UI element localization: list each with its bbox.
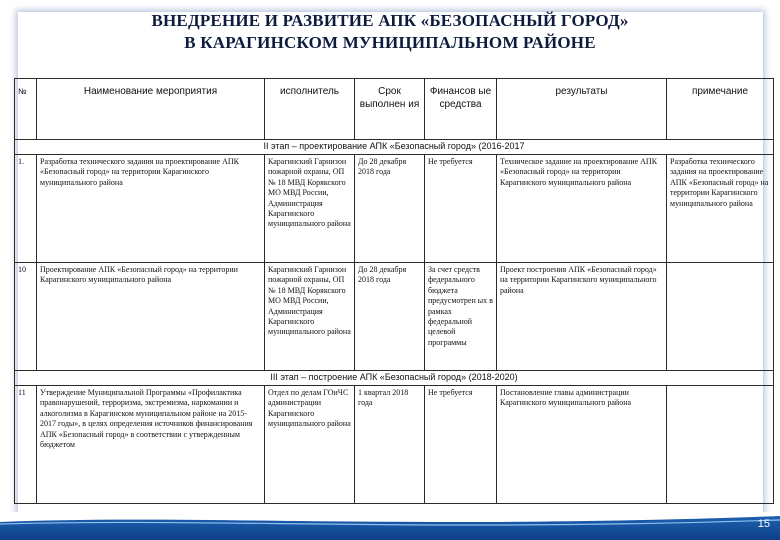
row-deadline: 1 квартал 2018 года (355, 386, 425, 504)
table-row (15, 155, 774, 263)
header-num: № (15, 79, 37, 140)
table-header-row (15, 79, 774, 140)
header-funds: Финансов ые средства (425, 79, 497, 140)
title-line-2: В КАРАГИНСКОМ МУНИЦИПАЛЬНОМ РАЙОНЕ (184, 33, 596, 52)
row-executor: Отдел по делам ГОиЧС администрации Карагинского муниципального района (265, 386, 355, 504)
stage-row (15, 140, 774, 155)
header-executor: исполнитель (265, 79, 355, 140)
row-note (667, 386, 774, 504)
row-num: 11 (15, 386, 37, 504)
row-executor: Карагинский Гарнизон пожарной охраны, ОП № 18 МВД Корякского МО МВД России, Администрация Карагинского муниципального района (265, 155, 355, 263)
row-num: 1. (15, 155, 37, 263)
header-deadline: Срок выполнен ия (355, 79, 425, 140)
row-funds: Не требуется (425, 155, 497, 263)
footer-band (0, 512, 780, 540)
row-deadline: До 28 декабря 2018 года (355, 263, 425, 371)
row-note (667, 263, 774, 371)
row-name: Проектирование АПК «Безопасный город» на территории Карагинского муниципального района (37, 263, 265, 371)
row-executor: Карагинский Гарнизон пожарной охраны, ОП № 18 МВД Корякского МО МВД России, Администрация Карагинского муниципального района (265, 263, 355, 371)
page-number: 15 (757, 518, 770, 530)
row-results: Проект построения АПК «Безопасный город» на территории Карагинского муниципального района (497, 263, 667, 371)
slide-title (0, 10, 780, 54)
row-funds: За счет средств федерального бюджета предусмотрен ых в рамках федеральной целевой программы (425, 263, 497, 371)
row-note: Разработка технического задания на проектирование АПК «Безопасный город» на территории Карагинского муниципального района (667, 155, 774, 263)
row-funds: Не требуется (425, 386, 497, 504)
table-row (15, 263, 774, 371)
header-note: примечание (667, 79, 774, 140)
stage-3-label: III этап – построение АПК «Безопасный город» (2018-2020) (15, 371, 774, 386)
row-num: 10 (15, 263, 37, 371)
row-name: Разработка технического задания на проектирование АПК «Безопасный город» на территории Карагинского муниципального района (37, 155, 265, 263)
header-results: результаты (497, 79, 667, 140)
row-results: Техническое задание на проектирование АПК «Безопасный город» на территории Карагинского муниципального района (497, 155, 667, 263)
title-line-1: ВНЕДРЕНИЕ И РАЗВИТИЕ АПК «БЕЗОПАСНЫЙ ГОРОД» (151, 11, 629, 30)
row-deadline: До 28 декабря 2018 года (355, 155, 425, 263)
row-results: Постановление главы администрации Карагинского муниципального района (497, 386, 667, 504)
stage-row (15, 371, 774, 386)
row-name: Утверждение Муниципальной Программы «Профилактика правонарушений, терроризма, экстремизма, наркомании и алкоголизма в Карагинском муниципальном районе на 2015-2017 годы», в целях определения источников финансирования АПК «Безопасный город» в соответствии с утвержденным бюджетом (37, 386, 265, 504)
header-name: Наименование мероприятия (37, 79, 265, 140)
stage-2-label: II этап – проектирование АПК «Безопасный город» (2016-2017 (15, 140, 774, 155)
measures-table (14, 78, 774, 504)
table-row (15, 386, 774, 504)
footer-wave-decoration (0, 512, 780, 540)
